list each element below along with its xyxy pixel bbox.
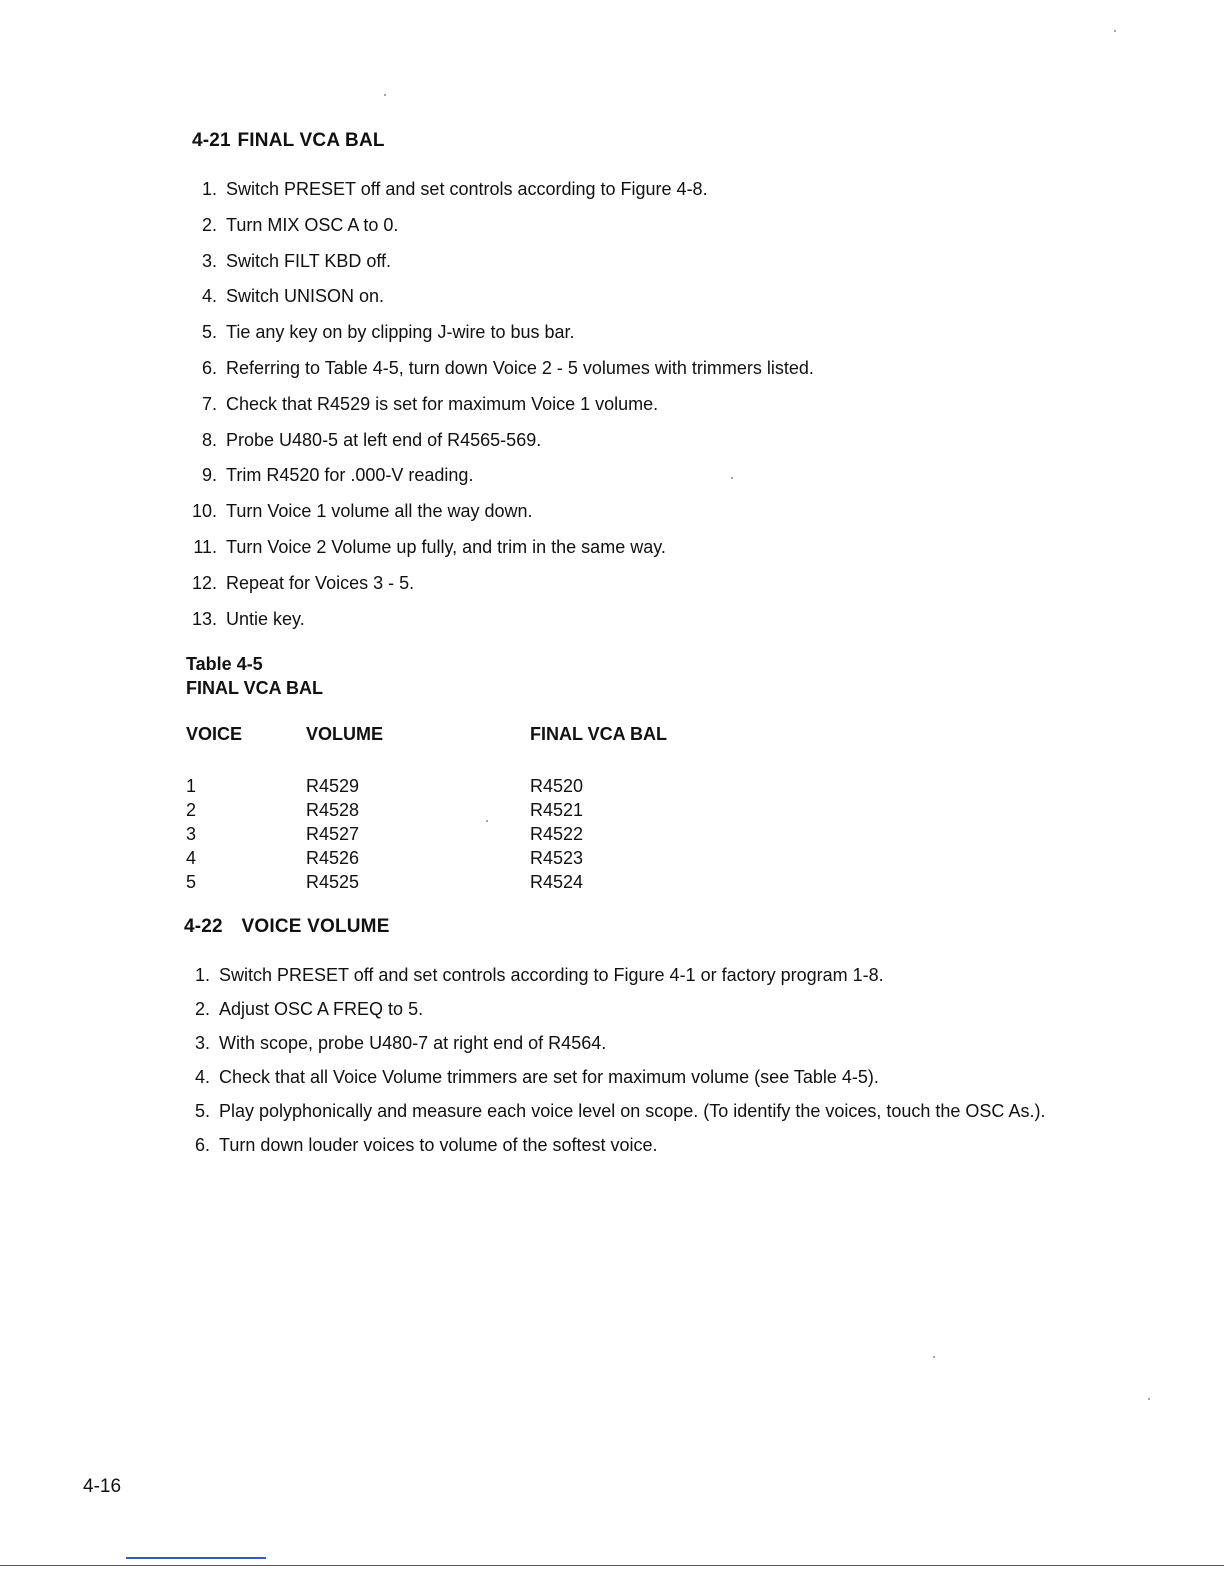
- table-cell: 5: [186, 872, 197, 892]
- table-cell: R4526: [306, 848, 360, 868]
- final-vca-bal-table: [186, 724, 730, 894]
- table-row: [186, 822, 730, 846]
- step-text: Tie any key on by clipping J-wire to bus bar.: [226, 322, 575, 343]
- steps-list-4-22: [182, 964, 1102, 1168]
- step-number: 10.: [191, 501, 217, 522]
- table-cell: R4521: [530, 800, 584, 820]
- table-caption: [186, 652, 323, 700]
- step-text: Turn down louder voices to volume of the softest voice.: [219, 1135, 658, 1155]
- step-text: Check that R4529 is set for maximum Voice 1 volume.: [226, 393, 659, 414]
- list-item: [189, 608, 1089, 644]
- step-number: 6.: [194, 1135, 210, 1155]
- table-row: [186, 774, 730, 798]
- table-cell: R4524: [530, 872, 584, 892]
- bottom-underline: [126, 1557, 266, 1559]
- step-text: Trim R4520 for .000-V reading.: [226, 465, 474, 486]
- section-heading-4-21: [192, 130, 385, 152]
- table-cell: 2: [186, 800, 197, 820]
- list-item: [189, 429, 1089, 465]
- step-text: Turn MIX OSC A to 0.: [226, 214, 399, 235]
- list-item: [182, 1032, 1102, 1054]
- column-header-final-vca-bal: FINAL VCA BAL: [530, 724, 667, 744]
- step-text: Probe U480-5 at left end of R4565-569.: [226, 429, 542, 450]
- step-text: Switch UNISON on.: [226, 286, 385, 307]
- step-text: Switch FILT KBD off.: [226, 250, 392, 271]
- step-number: 2.: [201, 214, 217, 235]
- section-number: 4-21: [192, 130, 231, 151]
- table-label: Table 4-5: [186, 654, 263, 674]
- scan-speck: [731, 477, 733, 479]
- list-item: [182, 1100, 1102, 1122]
- column-header-volume: VOLUME: [306, 724, 384, 744]
- list-item: [189, 178, 1089, 214]
- list-item: [182, 964, 1102, 986]
- table-cell: 3: [186, 824, 197, 844]
- table-cell: 1: [186, 776, 197, 796]
- step-text: Play polyphonically and measure each voice level on scope. (To identify the voices, touch the OSC As.).: [219, 1101, 1046, 1121]
- table-cell: R4525: [306, 872, 360, 892]
- table-cell: R4527: [306, 824, 360, 844]
- step-text: Switch PRESET off and set controls according to Figure 4-8.: [226, 179, 708, 199]
- table-cell: R4522: [530, 824, 584, 844]
- table-title: FINAL VCA BAL: [186, 678, 323, 698]
- table-row: [186, 846, 730, 870]
- step-number: 3.: [194, 1033, 210, 1053]
- scan-speck: [1114, 30, 1116, 32]
- step-text: Turn Voice 1 volume all the way down.: [226, 501, 533, 522]
- table-cell: 4: [186, 848, 197, 868]
- list-item: [182, 1134, 1102, 1156]
- list-item: [189, 500, 1089, 536]
- scan-speck: [384, 94, 386, 96]
- scan-speck: [1148, 1398, 1150, 1400]
- step-text: Untie key.: [226, 608, 305, 629]
- list-item: [189, 572, 1089, 608]
- list-item: [189, 464, 1089, 500]
- table-cell: R4520: [530, 776, 584, 796]
- list-item: [189, 285, 1089, 321]
- scan-speck: [486, 820, 488, 822]
- step-number: 7.: [201, 393, 217, 414]
- list-item: [189, 536, 1089, 572]
- step-text: Repeat for Voices 3 - 5.: [226, 572, 415, 593]
- scan-speck: [933, 1356, 935, 1358]
- step-text: Switch PRESET off and set controls according to Figure 4-1 or factory program 1-8.: [219, 965, 884, 985]
- step-number: 9.: [201, 465, 217, 486]
- bottom-rule: [0, 1565, 1224, 1566]
- list-item: [189, 214, 1089, 250]
- step-text: Referring to Table 4-5, turn down Voice 2 - 5 volumes with trimmers listed.: [226, 357, 814, 378]
- step-number: 11.: [193, 536, 217, 557]
- step-number: 13.: [191, 608, 217, 629]
- column-header-voice: VOICE: [186, 724, 243, 744]
- step-number: 12.: [191, 572, 217, 593]
- page-number: 4-16: [83, 1476, 122, 1497]
- section-heading-4-22: [184, 916, 390, 938]
- list-item: [182, 998, 1102, 1020]
- table-cell: R4523: [530, 848, 584, 868]
- step-number: 3.: [201, 250, 217, 271]
- table-cell: R4528: [306, 800, 360, 820]
- table-header-row: [186, 724, 730, 774]
- step-number: 8.: [201, 429, 217, 450]
- step-number: 5.: [201, 322, 217, 343]
- section-title: FINAL VCA BAL: [237, 130, 385, 151]
- step-text: Adjust OSC A FREQ to 5.: [219, 999, 424, 1019]
- step-number: 1.: [194, 965, 210, 985]
- section-title: VOICE VOLUME: [241, 916, 390, 937]
- list-item: [189, 393, 1089, 429]
- step-number: 2.: [194, 999, 210, 1019]
- step-text: Check that all Voice Volume trimmers are set for maximum volume (see Table 4-5).: [219, 1067, 879, 1087]
- steps-list-4-21: [189, 178, 1089, 643]
- list-item: [189, 250, 1089, 286]
- step-number: 4.: [194, 1067, 210, 1087]
- table-cell: R4529: [306, 776, 360, 796]
- step-number: 5.: [194, 1101, 210, 1121]
- step-number: 1.: [201, 179, 217, 199]
- step-text: With scope, probe U480-7 at right end of R4564.: [219, 1033, 607, 1053]
- list-item: [189, 321, 1089, 357]
- step-text: Turn Voice 2 Volume up fully, and trim in the same way.: [226, 536, 666, 557]
- table-row: [186, 798, 730, 822]
- step-number: 4.: [201, 286, 217, 307]
- step-number: 6.: [201, 357, 217, 378]
- section-number: 4-22: [184, 916, 223, 937]
- list-item: [182, 1066, 1102, 1088]
- list-item: [189, 357, 1089, 393]
- table-row: [186, 870, 730, 894]
